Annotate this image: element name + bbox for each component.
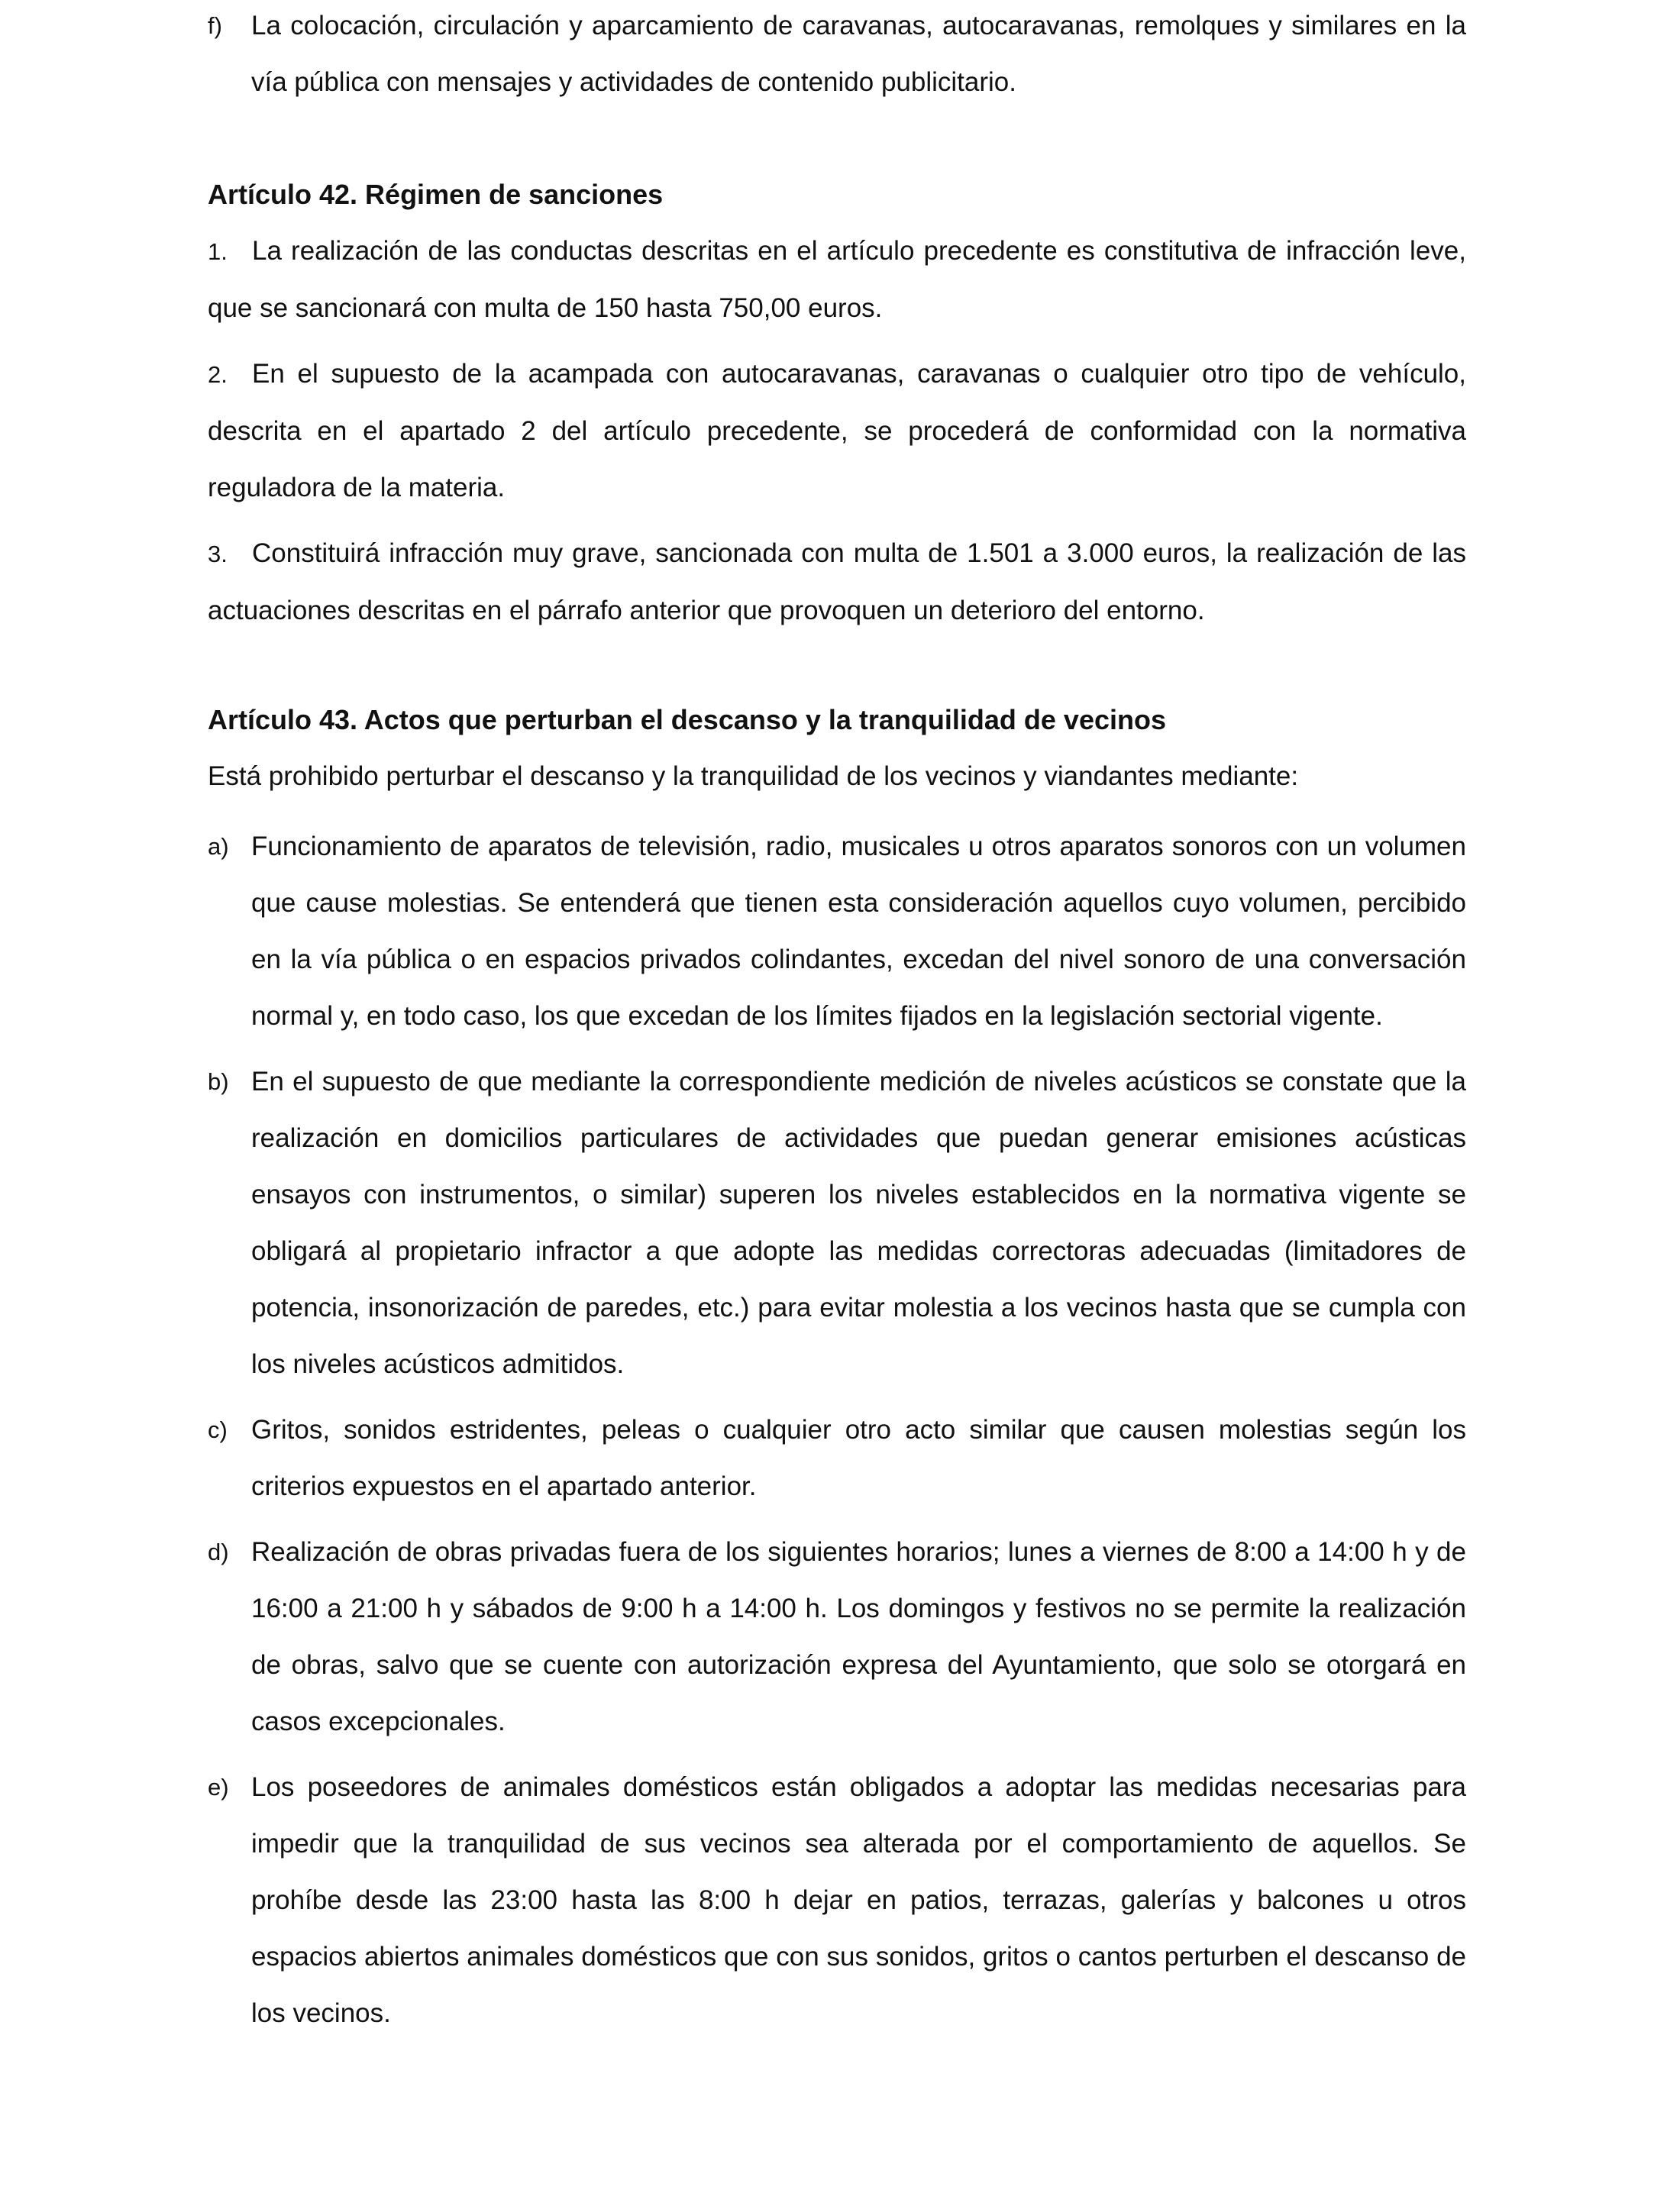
list-item-label: a) [208,833,229,860]
paragraph-number: 2. [208,361,228,388]
article-42-paragraph-3 [208,525,1466,639]
list-item-d [208,1524,1466,1750]
list-item-label: e) [208,1774,229,1801]
paragraph-number: 1. [208,238,228,265]
list-item-label: f) [208,12,222,39]
article-42-paragraph-1 [208,223,1466,337]
article-42-heading: Artículo 42. Régimen de sanciones [208,179,664,210]
article-43-heading: Artículo 43. Actos que perturban el descanso y la tranquilidad de vecinos [208,704,1166,735]
list-item-b [208,1054,1466,1393]
article-42-paragraph-2 [208,346,1466,516]
article-43-intro: Está prohibido perturbar el descanso y la tranquilidad de los vecinos y viandantes mediante: [208,761,1299,791]
list-item-text: Los poseedores de animales domésticos están obligados a adoptar las medidas necesarias para impedir que la tranquilidad de sus vecinos sea alterada por el comportamiento de aquellos. Se prohíbe desde las 23:00 hasta las 8:00 h dejar en patios, terrazas, galerías y balcones u otros espacios abiertos animales domésticos que con sus sonidos, gritos o cantos perturben el descanso de los vecinos. [251,1772,1466,2028]
list-item-text: Realización de obras privadas fuera de los siguientes horarios; lunes a viernes de 8:00 a 14:00 h y de 16:00 a 21:00 h y sábados de 9:00 h a 14:00 h. Los domingos y festivos no se permite la realización de obras, salvo que se cuente con autorización expresa del Ayuntamiento, que solo se otorgará en casos excepcionales. [251,1537,1466,1736]
document-page [208,0,1466,2042]
list-item-text: Funcionamiento de aparatos de televisión, radio, musicales u otros aparatos sonoros con un volumen que cause molestias. Se entenderá que tienen esta consideración aquellos cuyo volumen, percibido en la vía pública o en espacios privados colindantes, excedan del nivel sonoro de una conversación normal y, en todo caso, los que excedan de los límites fijados en la legislación sectorial vigente. [251,832,1466,1031]
paragraph-text: La realización de las conductas descritas en el artículo precedente es constitutiva de infracción leve, que se sancionará con multa de 150 hasta 750,00 euros. [208,236,1466,323]
list-item-f [208,0,1466,111]
paragraph-text: Constituirá infracción muy grave, sancionada con multa de 1.501 a 3.000 euros, la realización de las actuaciones descritas en el párrafo anterior que provoquen un deterioro del entorno. [208,538,1466,625]
paragraph-text: En el supuesto de la acampada con autocaravanas, caravanas o cualquier otro tipo de vehículo, descrita en el apartado 2 del artículo precedente, se procederá de conformidad con la normativa reguladora de la materia. [208,359,1466,502]
list-item-a [208,819,1466,1045]
list-item-label: d) [208,1539,229,1565]
list-item-label: c) [208,1416,228,1443]
paragraph-number: 3. [208,541,228,567]
list-item-text: En el supuesto de que mediante la correspondiente medición de niveles acústicos se constate que la realización en domicilios particulares de actividades que puedan generar emisiones acústicas ensayos con instrumentos, o similar) superen los niveles establecidos en la normativa vigente se obligará al propietario infractor a que adopte las medidas correctoras adecuadas (limitadores de potencia, insonorización de paredes, etc.) para evitar molestia a los vecinos hasta que se cumpla con los niveles acústicos admitidos. [251,1067,1466,1379]
list-item-c [208,1402,1466,1515]
list-item-text: La colocación, circulación y aparcamiento de caravanas, autocaravanas, remolques y similares en la vía pública con mensajes y actividades de contenido publicitario. [251,11,1466,97]
list-item-label: b) [208,1068,229,1095]
list-item-e [208,1759,1466,2042]
list-item-text: Gritos, sonidos estridentes, peleas o cualquier otro acto similar que causen molestias según los criterios expuestos en el apartado anterior. [251,1415,1466,1501]
